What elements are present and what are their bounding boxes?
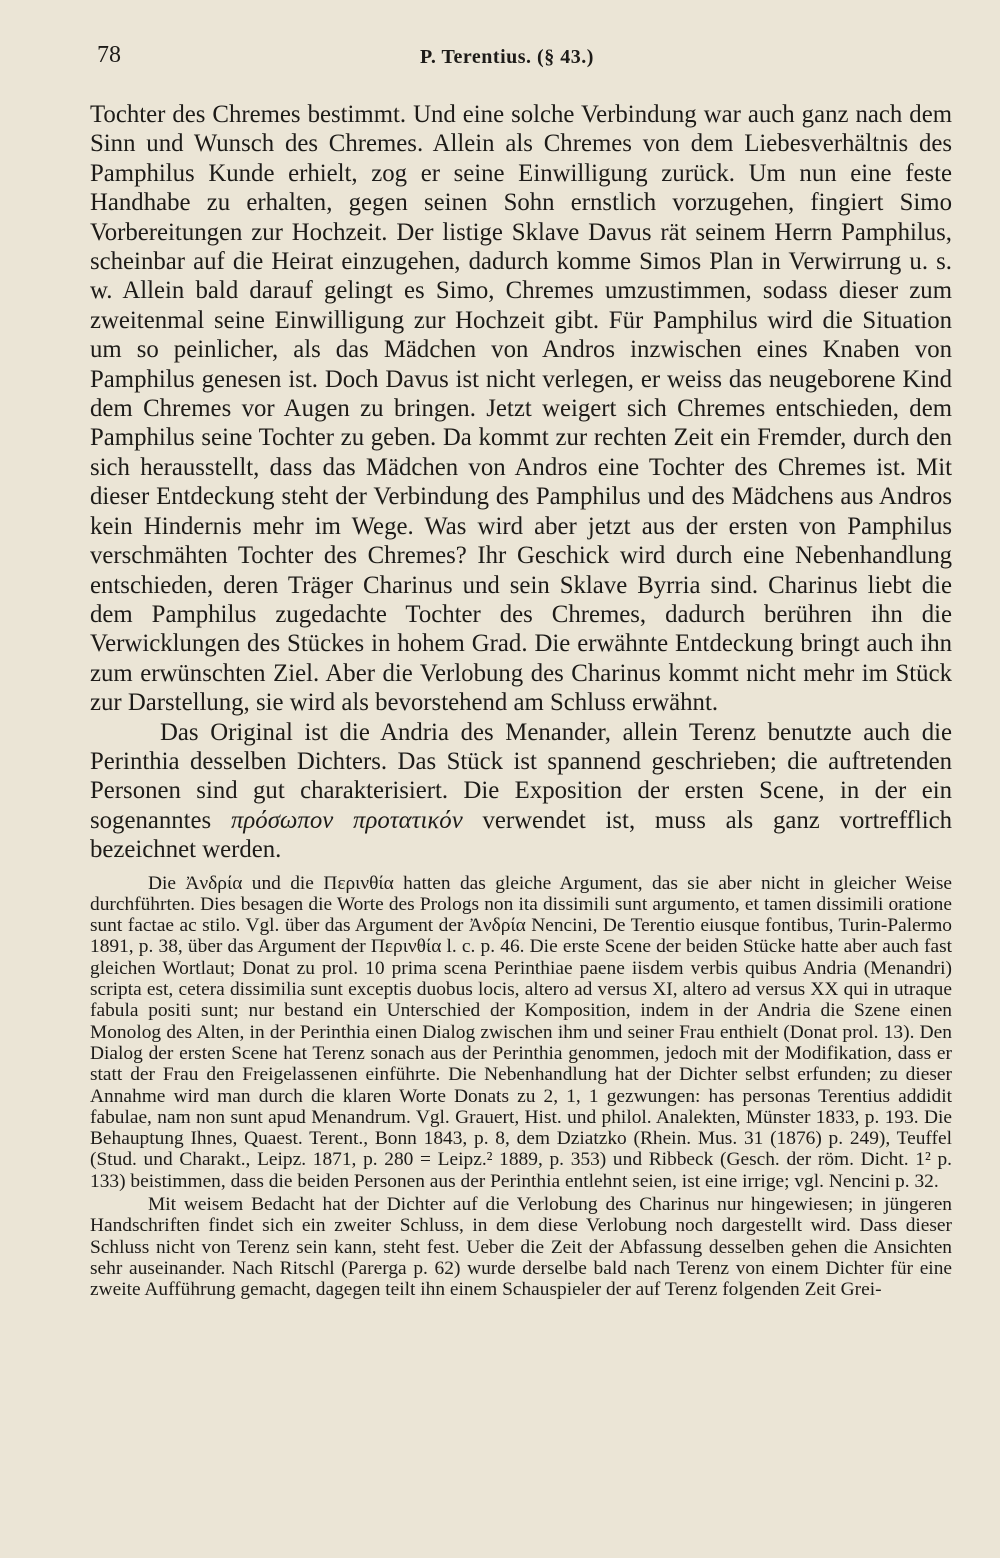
running-head: P. Terentius. (§ 43.) <box>420 46 594 68</box>
note-paragraph: Die Ἀνδρία und die Περινθία hatten das gleiche Argument, das sie aber nicht in gleicher Weise durchführten. Dies besagen die Worte des Prologs non ita dissimili sunt argumento, et tamen dissimili oratione sunt factae ac stilo. Vgl. über das Argument der Ἀνδρία Nencini, De Terentio eiusque fontibus, Turin-Palermo 1891, p. 38, über das Argument der Περινθία l. c. p. 46. Die erste Scene der beiden Stücke hatte aber auch fast gleichen Wortlaut; Donat zu prol. 10 prima scena Perinthiae paene iisdem verbis quibus Andria (Menandri) scripta est, cetera dissimilia sunt exceptis duobus locis, altero ad versus XI, altero ad versus XX qui in utraque fabula positi sunt; nur bestand ein Unterschied der Komposition, indem in der Andria die Szene einen Monolog des Alten, in der Perinthia einen Dialog zwischen ihm und seiner Frau enthielt (Donat prol. 13). Den Dialog der ersten Scene hat Terenz sonach aus der Perinthia genommen, jedoch mit der Modifikation, dass er statt der Frau den Freigelassenen einführte. Die Nebenhandlung hat der Dichter selbst erfunden; zu dieser Annahme wird man durch die klaren Worte Donats zu 2, 1, 1 gezwungen: has personas Terentius addidit fabulae, nam non sunt apud Menandrum. Vgl. Grauert, Hist. und philol. Analekten, Münster 1833, p. 193. Die Behauptung Ihnes, Quaest. Terent., Bonn 1843, p. 8, dem Dziatzko (Rhein. Mus. 31 (1876) p. 249), Teuffel (Stud. und Charakt., Leipz. 1871, p. 280 = Leipz.² 1889, p. 353) und Ribbeck (Gesch. der röm. Dicht. 1² p. 133) beistimmen, dass die beiden Personen aus der Perinthia entlehnt seien, ist eine irrige; vgl. Nencini p. 32. <box>90 872 952 1192</box>
paragraph-text: verwendet ist, muss als ganz vortrefflich bezeichnet werden. <box>90 806 952 864</box>
page-body <box>90 100 952 1301</box>
body-paragraph: Tochter des Chremes bestimmt. Und eine solche Verbindung war auch ganz nach dem Sinn und Wunsch des Chremes. Allein als Chremes von dem Liebesverhältnis des Pamphilus Kunde erhielt, zog er seine Einwilligung zurück. Um nun eine feste Handhabe zu erhalten, gegen seinen Sohn ernstlich vorzugehen, fingiert Simo Vorbereitungen zur Hochzeit. Der listige Sklave Davus rät seinem Herrn Pamphilus, scheinbar auf die Heirat einzugehen, dadurch komme Simos Plan in Verwirrung u. s. w. Allein bald darauf gelingt es Simo, Chremes umzustimmen, sodass dieser zum zweitenmal seine Einwilligung zur Hochzeit gibt. Für Pamphilus wird die Situation um so peinlicher, als das Mädchen von Andros inzwischen eines Knaben von Pamphilus genesen ist. Doch Davus ist nicht verlegen, er weiss das neugeborene Kind dem Chremes vor Augen zu bringen. Jetzt weigert sich Chremes entschieden, dem Pamphilus seine Tochter zu geben. Da kommt zur rechten Zeit ein Fremder, durch den sich herausstellt, dass das Mädchen von Andros eine Tochter des Chremes ist. Mit dieser Entdeckung steht der Verbindung des Pamphilus und des Mädchens aus Andros kein Hindernis mehr im Wege. Was wird aber jetzt aus der ersten von Pamphilus verschmähten Tochter des Chremes? Ihr Geschick wird durch eine Nebenhandlung entschieden, deren Träger Charinus und sein Sklave Byrria sind. Charinus liebt die dem Pamphilus zugedachte Tochter des Chremes, dadurch berühren ihn die Verwicklungen des Stückes in hohem Grad. Die erwähnte Entdeckung bringt auch ihn zum erwünschten Ziel. Aber die Verlobung des Charinus kommt nicht mehr im Stück zur Darstellung, sie wird als bevorstehend am Schluss erwähnt. <box>90 101 952 717</box>
page-number: 78 <box>97 42 121 68</box>
body-paragraph <box>90 718 952 865</box>
greek-term: πρόσωπον προτατικόν <box>230 806 463 834</box>
paragraph-text: Das Original ist die Andria des Menander, allein Terenz benutzte auch die Perinthia desselben Dichters. Das Stück ist spannend geschrieben; die auftretenden Personen sind gut charakterisiert. Die Exposition der ersten Scene, in der ein sogenanntes <box>90 718 952 834</box>
notes <box>90 873 952 1301</box>
page-header <box>97 40 940 76</box>
main-text <box>90 100 952 865</box>
note-paragraph: Mit weisem Bedacht hat der Dichter auf die Verlobung des Charinus nur hingewiesen; in jüngeren Handschriften findet sich ein zweiter Schluss, in dem diese Verlobung noch dargestellt wird. Dass dieser Schluss nicht von Terenz sein kann, steht fest. Ueber die Zeit der Abfassung desselben gehen die Ansichten sehr auseinander. Nach Ritschl (Parerga p. 62) wurde derselbe bald nach Terenz von einem Dichter für eine zweite Aufführung gemacht, dagegen teilt ihn einem Schauspieler der auf Terenz folgenden Zeit Grei- <box>90 1194 952 1301</box>
